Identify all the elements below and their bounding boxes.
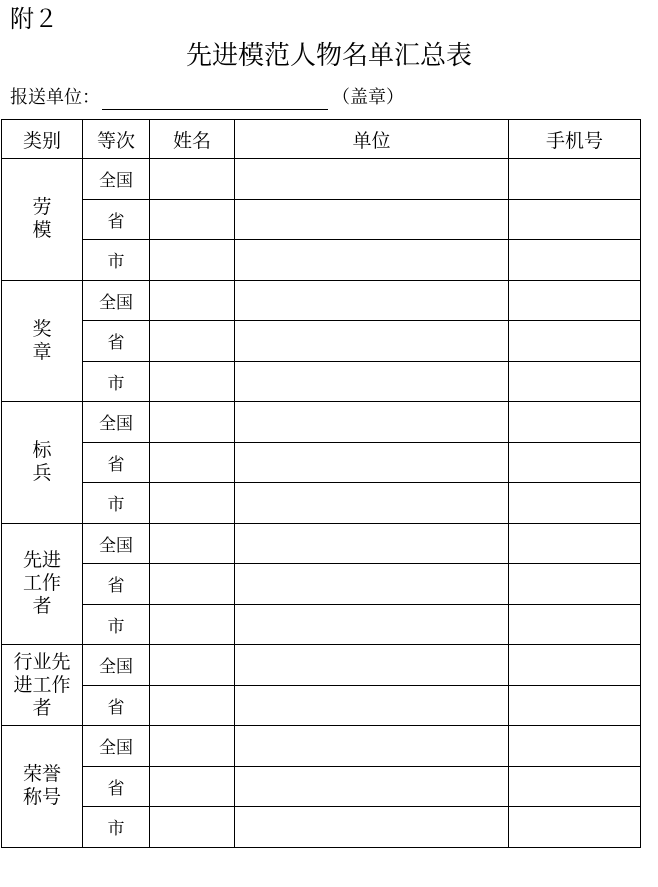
- unit-cell[interactable]: [235, 807, 509, 848]
- table-row: [2, 766, 641, 807]
- category-label: 行业先进工作者: [13, 650, 71, 719]
- level-cell: 全国: [83, 159, 150, 200]
- category-label: 奖章: [32, 317, 52, 363]
- level-cell: 省: [83, 321, 150, 362]
- name-cell[interactable]: [150, 240, 235, 281]
- table-row: [2, 685, 641, 726]
- unit-cell[interactable]: [235, 726, 509, 767]
- category-cell: [2, 280, 83, 402]
- phone-cell[interactable]: [509, 483, 641, 524]
- level-cell: 省: [83, 564, 150, 605]
- category-label: 先进工作者: [22, 549, 61, 618]
- summary-table: [1, 119, 641, 848]
- table-row: [2, 361, 641, 402]
- unit-cell[interactable]: [235, 361, 509, 402]
- table-row: [2, 726, 641, 767]
- name-cell[interactable]: [150, 280, 235, 321]
- phone-cell[interactable]: [509, 159, 641, 200]
- unit-cell[interactable]: [235, 685, 509, 726]
- name-cell[interactable]: [150, 523, 235, 564]
- unit-cell[interactable]: [235, 321, 509, 362]
- table-row: [2, 240, 641, 281]
- level-cell: 市: [83, 361, 150, 402]
- table-row: [2, 483, 641, 524]
- category-label: 荣誉称号: [22, 763, 61, 809]
- table-row: [2, 564, 641, 605]
- category-cell: [2, 726, 83, 848]
- column-header-unit: 单位: [235, 120, 509, 159]
- name-cell[interactable]: [150, 442, 235, 483]
- level-cell: 省: [83, 442, 150, 483]
- name-cell[interactable]: [150, 685, 235, 726]
- phone-cell[interactable]: [509, 807, 641, 848]
- sender-line: [10, 86, 404, 110]
- level-cell: 省: [83, 685, 150, 726]
- level-cell: 全国: [83, 726, 150, 767]
- category-cell: [2, 523, 83, 645]
- level-cell: 省: [83, 199, 150, 240]
- table-row: [2, 159, 641, 200]
- seal-note: （盖章）: [332, 87, 404, 108]
- phone-cell[interactable]: [509, 361, 641, 402]
- category-label: 劳模: [32, 196, 52, 242]
- level-cell: 市: [83, 483, 150, 524]
- unit-cell[interactable]: [235, 199, 509, 240]
- table-row: [2, 199, 641, 240]
- phone-cell[interactable]: [509, 321, 641, 362]
- name-cell[interactable]: [150, 726, 235, 767]
- phone-cell[interactable]: [509, 523, 641, 564]
- sender-blank-field[interactable]: [102, 91, 328, 110]
- unit-cell[interactable]: [235, 442, 509, 483]
- phone-cell[interactable]: [509, 280, 641, 321]
- level-cell: 市: [83, 604, 150, 645]
- name-cell[interactable]: [150, 361, 235, 402]
- phone-cell[interactable]: [509, 199, 641, 240]
- unit-cell[interactable]: [235, 645, 509, 686]
- level-cell: 市: [83, 240, 150, 281]
- column-header-phone: 手机号: [509, 120, 641, 159]
- phone-cell[interactable]: [509, 766, 641, 807]
- name-cell[interactable]: [150, 645, 235, 686]
- level-cell: 全国: [83, 402, 150, 443]
- table-row: [2, 321, 641, 362]
- phone-cell[interactable]: [509, 645, 641, 686]
- phone-cell[interactable]: [509, 726, 641, 767]
- phone-cell[interactable]: [509, 564, 641, 605]
- table-row: [2, 280, 641, 321]
- category-cell: [2, 159, 83, 281]
- name-cell[interactable]: [150, 159, 235, 200]
- unit-cell[interactable]: [235, 159, 509, 200]
- category-label: 标兵: [32, 439, 52, 485]
- level-cell: 全国: [83, 280, 150, 321]
- level-cell: 全国: [83, 645, 150, 686]
- name-cell[interactable]: [150, 321, 235, 362]
- level-cell: 省: [83, 766, 150, 807]
- column-header-name: 姓名: [150, 120, 235, 159]
- phone-cell[interactable]: [509, 685, 641, 726]
- name-cell[interactable]: [150, 199, 235, 240]
- name-cell[interactable]: [150, 483, 235, 524]
- category-cell: [2, 645, 83, 726]
- unit-cell[interactable]: [235, 604, 509, 645]
- table-row: [2, 645, 641, 686]
- unit-cell[interactable]: [235, 402, 509, 443]
- name-cell[interactable]: [150, 766, 235, 807]
- level-cell: 全国: [83, 523, 150, 564]
- table-row: [2, 807, 641, 848]
- name-cell[interactable]: [150, 604, 235, 645]
- unit-cell[interactable]: [235, 766, 509, 807]
- name-cell[interactable]: [150, 564, 235, 605]
- table-row: [2, 442, 641, 483]
- attachment-label: 附２: [10, 5, 58, 33]
- unit-cell[interactable]: [235, 240, 509, 281]
- sender-label: 报送单位：: [10, 87, 100, 108]
- unit-cell[interactable]: [235, 523, 509, 564]
- unit-cell[interactable]: [235, 280, 509, 321]
- level-cell: 市: [83, 807, 150, 848]
- unit-cell[interactable]: [235, 564, 509, 605]
- phone-cell[interactable]: [509, 604, 641, 645]
- phone-cell[interactable]: [509, 402, 641, 443]
- column-header-level: 等次: [83, 120, 150, 159]
- name-cell[interactable]: [150, 402, 235, 443]
- column-header-category: 类别: [2, 120, 83, 159]
- page-title: 先进模范人物名单汇总表: [185, 41, 472, 71]
- category-cell: [2, 402, 83, 524]
- table-row: [2, 402, 641, 443]
- unit-cell[interactable]: [235, 483, 509, 524]
- name-cell[interactable]: [150, 807, 235, 848]
- table-row: [2, 523, 641, 564]
- phone-cell[interactable]: [509, 240, 641, 281]
- header-row: [2, 120, 641, 159]
- phone-cell[interactable]: [509, 442, 641, 483]
- table-row: [2, 604, 641, 645]
